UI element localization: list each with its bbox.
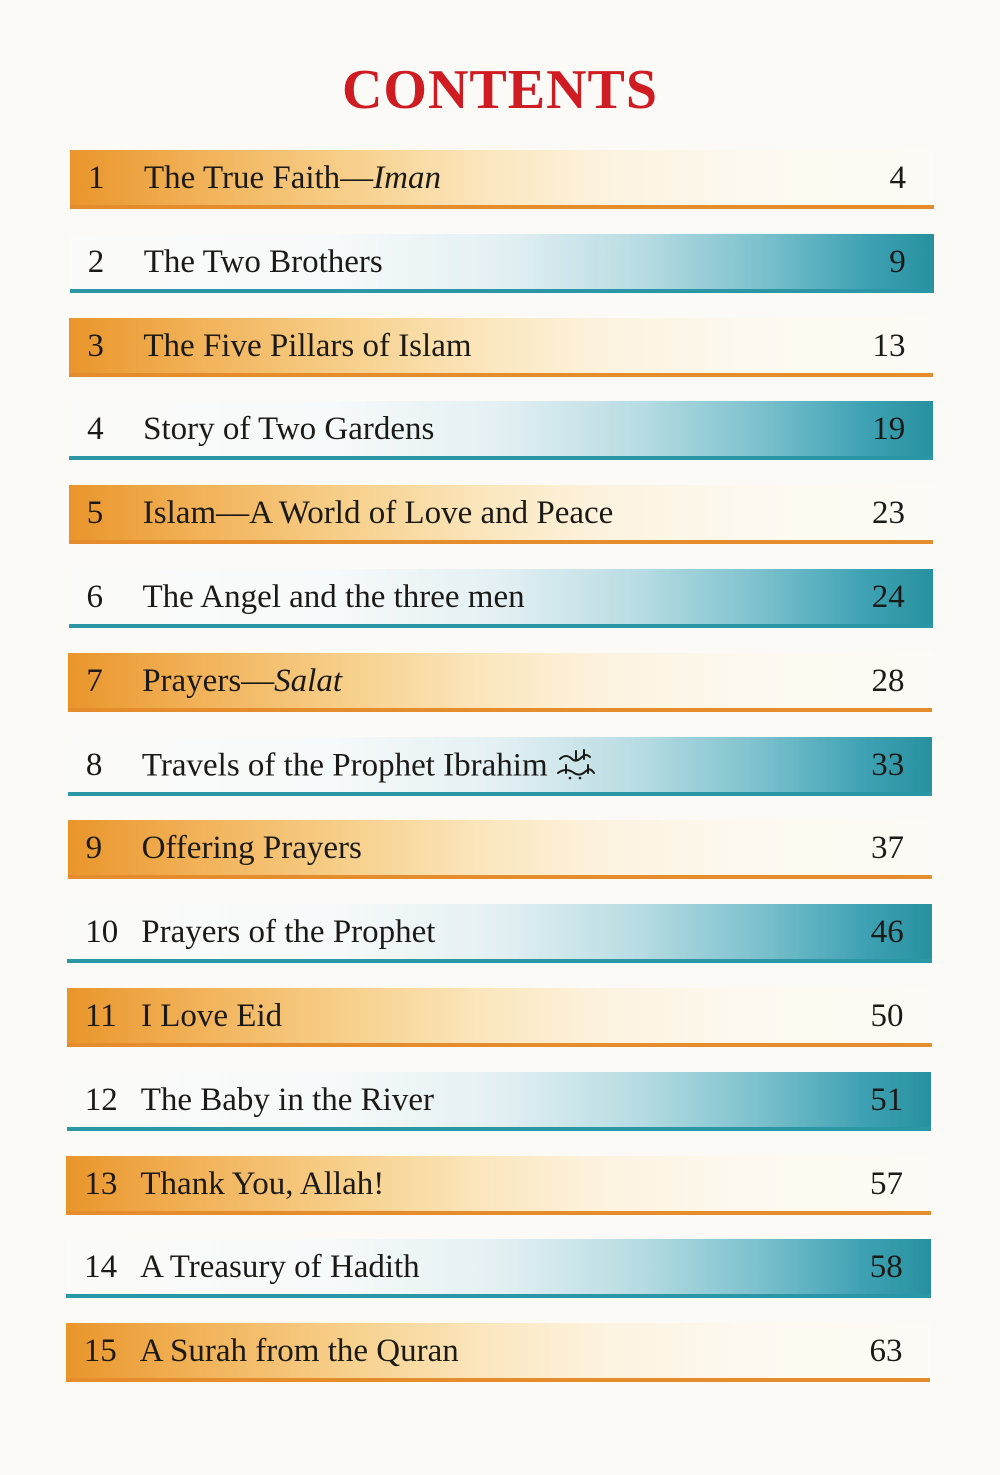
toc-entry[interactable] bbox=[70, 150, 934, 210]
toc-entry-title-text: The Five Pillars of Islam bbox=[143, 327, 472, 364]
toc-entry-underline bbox=[68, 875, 932, 879]
toc-entry-page-number: 50 bbox=[870, 998, 904, 1034]
toc-entry-title bbox=[144, 244, 383, 280]
toc-entry-page-number: 37 bbox=[870, 830, 904, 867]
toc-entry-number: 10 bbox=[85, 914, 119, 951]
toc-entry-title bbox=[142, 663, 342, 699]
toc-entry-page-number: 46 bbox=[870, 914, 904, 951]
toc-entry-page-number: 51 bbox=[870, 1081, 904, 1118]
toc-entry-title bbox=[141, 998, 282, 1034]
toc-entry-title-text: A Treasury of Hadith bbox=[140, 1249, 420, 1286]
toc-entry-page-number: 24 bbox=[871, 579, 905, 615]
toc-entry[interactable] bbox=[66, 1239, 931, 1299]
toc-entry-title-text: Offering Prayers bbox=[141, 830, 362, 867]
toc-entry-title bbox=[143, 579, 525, 615]
toc-entry-title bbox=[140, 1249, 420, 1285]
toc-entry-number: 8 bbox=[85, 746, 103, 783]
toc-entry-underline bbox=[67, 1043, 932, 1047]
toc-entry-underline bbox=[70, 205, 934, 209]
toc-entry[interactable] bbox=[68, 820, 932, 880]
toc-entry[interactable] bbox=[69, 569, 933, 629]
alayhis-salam-calligraphy-icon bbox=[554, 747, 598, 789]
toc-entry-page-number: 23 bbox=[871, 495, 905, 532]
toc-entry[interactable] bbox=[70, 234, 934, 294]
toc-entry-underline bbox=[70, 289, 934, 293]
toc-entry-underline bbox=[69, 624, 933, 628]
toc-entry-number: 6 bbox=[86, 579, 103, 615]
toc-entry-title bbox=[142, 747, 598, 789]
toc-entry-title-text: Story of Two Gardens bbox=[143, 411, 435, 448]
toc-entry-title-text: Prayers— bbox=[142, 662, 275, 699]
toc-entry-number: 9 bbox=[85, 830, 103, 867]
toc-entry[interactable] bbox=[68, 653, 932, 713]
toc-entry-title-italic: Salat bbox=[274, 662, 342, 699]
toc-entry-number: 12 bbox=[84, 1081, 118, 1118]
toc-entry[interactable] bbox=[66, 1156, 931, 1216]
toc-entry[interactable] bbox=[68, 737, 932, 797]
toc-entry-title bbox=[144, 160, 441, 196]
toc-entry-page-number: 13 bbox=[872, 327, 906, 364]
toc-entry-title-text: I Love Eid bbox=[141, 998, 283, 1034]
toc-entry-underline bbox=[66, 1211, 931, 1215]
toc-entry-underline bbox=[66, 1378, 931, 1382]
toc-entry-number: 2 bbox=[87, 243, 105, 280]
toc-entry-title-text: Prayers of the Prophet bbox=[141, 914, 436, 951]
toc-entry-underline bbox=[69, 456, 933, 460]
toc-entry-underline bbox=[67, 959, 932, 963]
toc-entry[interactable] bbox=[67, 904, 932, 964]
toc-entry-title-text: The Angel and the three men bbox=[142, 579, 525, 615]
toc-entry-title bbox=[140, 1333, 459, 1369]
toc-entry[interactable] bbox=[66, 1323, 931, 1383]
toc-entry-page-number: 57 bbox=[869, 1165, 903, 1202]
toc-entry-underline bbox=[69, 373, 933, 377]
toc-entry-number: 13 bbox=[84, 1165, 118, 1202]
toc-entry-title bbox=[143, 328, 471, 364]
toc-entry-page-number: 58 bbox=[869, 1249, 903, 1286]
page-title: CONTENTS bbox=[341, 59, 659, 121]
toc-entry-number: 14 bbox=[84, 1249, 118, 1286]
toc-entry-underline bbox=[67, 1127, 932, 1131]
toc-entry[interactable] bbox=[69, 318, 933, 378]
toc-entry-underline bbox=[68, 708, 932, 712]
toc-entry-title-text: Islam—A World of Love and Peace bbox=[142, 495, 614, 532]
toc-entry-underline bbox=[69, 540, 933, 544]
toc-entry-number: 1 bbox=[88, 160, 105, 196]
toc-entry-page-number: 33 bbox=[871, 746, 905, 783]
toc-entry-number: 3 bbox=[87, 327, 104, 364]
toc-entry[interactable] bbox=[69, 485, 933, 545]
toc-entry-title-text: A Surah from the Quran bbox=[139, 1333, 459, 1370]
toc-entry-title-text: The Baby in the River bbox=[140, 1081, 434, 1118]
toc-entry-page-number: 4 bbox=[889, 160, 906, 196]
toc-entry-title-text: The True Faith— bbox=[144, 160, 374, 196]
toc-entry-title bbox=[143, 495, 614, 531]
toc-entry-underline bbox=[68, 792, 932, 796]
toc-entry-page-number: 9 bbox=[889, 243, 906, 280]
toc-entry-title-text: The Two Brothers bbox=[143, 243, 383, 280]
toc-entry-underline bbox=[66, 1294, 931, 1298]
toc-entry-number: 5 bbox=[86, 495, 104, 532]
toc-entry-number: 4 bbox=[87, 411, 104, 448]
toc-entry[interactable] bbox=[67, 1072, 932, 1132]
toc-entry-title-text: Thank You, Allah! bbox=[140, 1165, 385, 1202]
toc-entry-number: 15 bbox=[83, 1333, 117, 1370]
toc-entry-page-number: 19 bbox=[872, 411, 906, 448]
toc-entry-number: 7 bbox=[86, 662, 103, 699]
toc-entry-title bbox=[143, 411, 434, 447]
toc-entry-title-italic: Iman bbox=[373, 160, 442, 196]
toc-entry-number: 11 bbox=[85, 998, 117, 1034]
toc-entry-title bbox=[140, 1166, 384, 1202]
toc-entry[interactable] bbox=[69, 401, 933, 461]
toc-entry-title-text: Travels of the Prophet Ibrahim bbox=[141, 747, 548, 784]
toc-entry-page-number: 63 bbox=[869, 1333, 903, 1370]
toc-entry-title bbox=[141, 914, 435, 950]
toc-entry-title bbox=[142, 830, 362, 866]
toc-entry-page-number: 28 bbox=[871, 662, 905, 699]
toc-entry-title bbox=[141, 1082, 434, 1118]
toc-entry[interactable] bbox=[67, 988, 932, 1048]
